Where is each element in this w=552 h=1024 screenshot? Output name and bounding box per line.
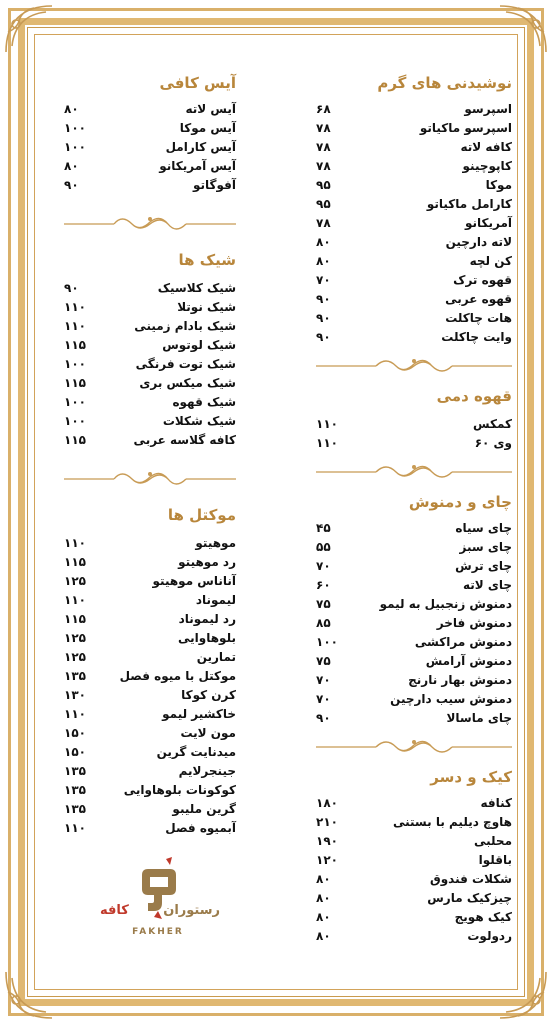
menu-item — [316, 309, 512, 328]
section-title: موکتل ها — [167, 506, 236, 524]
item-name: چای ترش — [455, 559, 512, 573]
item-price: ۷۵ — [316, 597, 331, 611]
menu-item — [64, 317, 236, 336]
item-price: ۱۹۰ — [316, 834, 338, 848]
item-name: کمکس — [473, 417, 512, 431]
menu-item — [316, 176, 512, 195]
section-title: نوشیدنی های گرم — [377, 74, 512, 92]
ornament-divider-icon — [64, 466, 236, 492]
item-price: ۷۸ — [316, 121, 331, 135]
item-price: ۶۸ — [316, 102, 331, 116]
item-name: دمنوش فاخر — [436, 616, 512, 630]
item-price: ۹۰ — [316, 330, 331, 344]
menu-item — [316, 633, 512, 652]
item-name: آفوگاتو — [192, 178, 236, 192]
menu-item — [316, 328, 512, 347]
corner-ornament-icon — [2, 968, 56, 1022]
item-price: ۹۰ — [316, 311, 331, 325]
section-shakes — [64, 249, 236, 450]
menu-item — [64, 119, 236, 138]
item-name: تمارین — [196, 650, 236, 664]
corner-ornament-icon — [496, 968, 550, 1022]
item-price: ۲۱۰ — [316, 815, 338, 829]
item-name: کن لچه — [469, 254, 512, 268]
menu-item — [316, 290, 512, 309]
item-price: ۱۱۰ — [64, 536, 86, 550]
item-price: ۷۰ — [316, 673, 331, 687]
item-price: ۱۱۵ — [64, 338, 86, 352]
menu-item — [64, 138, 236, 157]
item-price: ۱۰۰ — [64, 357, 86, 371]
menu-item — [316, 233, 512, 252]
menu-list — [316, 519, 512, 728]
item-name: کافه گلاسه عربی — [133, 433, 236, 447]
item-name: اسپرسو ماکیاتو — [419, 121, 512, 135]
item-price: ۱۱۵ — [64, 376, 86, 390]
menu-item — [316, 271, 512, 290]
item-price: ۱۲۵ — [64, 631, 86, 645]
section-brewed-coffee — [316, 385, 512, 453]
item-price: ۱۱۰ — [64, 707, 86, 721]
item-price: ۱۰۰ — [64, 414, 86, 428]
menu-item — [64, 591, 236, 610]
item-name: شیک میکس بری — [139, 376, 236, 390]
menu-item — [64, 667, 236, 686]
item-price: ۱۱۵ — [64, 612, 86, 626]
menu-item — [316, 794, 512, 813]
item-price: ۹۰ — [316, 292, 331, 306]
item-name: هاوچ دیلیم با بستنی — [392, 815, 512, 829]
item-name: شیک شکلات — [162, 414, 236, 428]
item-name: موهیتو — [195, 536, 236, 550]
cafe-logo — [78, 855, 238, 965]
item-name: آیس لاته — [185, 102, 236, 116]
menu-item — [316, 671, 512, 690]
item-name: آناناس موهیتو — [152, 574, 236, 588]
item-price: ۱۵۰ — [64, 745, 86, 759]
menu-item — [316, 851, 512, 870]
menu-item — [64, 336, 236, 355]
item-name: رد لیموناد — [178, 612, 236, 626]
item-name: شیک بادام زمینی — [134, 319, 236, 333]
section-title: کیک و دسر — [430, 768, 512, 786]
menu-list — [316, 100, 512, 347]
item-price: ۷۸ — [316, 216, 331, 230]
menu-item — [64, 431, 236, 450]
item-price: ۷۸ — [316, 140, 331, 154]
menu-item — [64, 157, 236, 176]
menu-item — [316, 576, 512, 595]
item-price: ۱۱۰ — [316, 436, 338, 450]
item-price: ۱۰۰ — [64, 395, 86, 409]
item-price: ۱۱۵ — [64, 433, 86, 447]
menu-item — [316, 195, 512, 214]
item-name: کاپوچینو — [462, 159, 512, 173]
item-name: کارامل ماکیاتو — [426, 197, 512, 211]
item-price: ۹۰ — [316, 711, 331, 725]
item-name: دمنوش آرامش — [425, 654, 512, 668]
item-price: ۸۰ — [316, 254, 331, 268]
menu-item — [64, 553, 236, 572]
item-price: ۱۱۰ — [64, 300, 86, 314]
menu-item — [316, 415, 512, 434]
item-price: ۱۰۰ — [316, 635, 338, 649]
menu-item — [316, 614, 512, 633]
menu-item — [64, 762, 236, 781]
item-name: موکتل با میوه فصل — [119, 669, 236, 683]
menu-item — [316, 690, 512, 709]
item-name: شیک نوتلا — [177, 300, 236, 314]
menu-item — [64, 176, 236, 195]
menu-item — [316, 870, 512, 889]
item-price: ۷۰ — [316, 692, 331, 706]
item-name: لیموناد — [195, 593, 236, 607]
item-name: لاته دارچین — [445, 235, 512, 249]
item-name: گرین ملیبو — [172, 802, 236, 816]
item-price: ۸۰ — [316, 235, 331, 249]
section-desserts — [316, 766, 512, 946]
menu-item — [64, 279, 236, 298]
item-price: ۱۱۰ — [64, 821, 86, 835]
menu-item — [64, 412, 236, 431]
logo-restaurant-text: رستوران — [163, 903, 220, 918]
menu-item — [316, 908, 512, 927]
menu-item — [316, 557, 512, 576]
item-price: ۹۰ — [64, 178, 79, 192]
item-name: شیک کلاسیک — [157, 281, 236, 295]
item-name: آمریکانو — [464, 216, 512, 230]
item-price: ۱۱۵ — [64, 555, 86, 569]
section-tea — [316, 491, 512, 728]
item-name: چیزکیک مارس — [427, 891, 512, 905]
item-name: قهوه عربی — [445, 292, 512, 306]
menu-item — [316, 889, 512, 908]
item-price: ۱۱۰ — [64, 593, 86, 607]
menu-item — [316, 252, 512, 271]
menu-item — [316, 119, 512, 138]
menu-item — [316, 157, 512, 176]
ornament-divider-icon — [64, 211, 236, 237]
menu-item — [64, 298, 236, 317]
item-name: قهوه ترک — [453, 273, 512, 287]
item-price: ۸۰ — [316, 929, 331, 943]
item-price: ۱۸۰ — [316, 796, 338, 810]
item-price: ۱۱۰ — [64, 319, 86, 333]
menu-list — [316, 415, 512, 453]
item-name: ردولوت — [467, 929, 512, 943]
item-price: ۷۸ — [316, 159, 331, 173]
item-name: کافه لاته — [460, 140, 512, 154]
menu-item — [64, 648, 236, 667]
item-price: ۸۵ — [316, 616, 331, 630]
item-name: دمنوش بهار نارنج — [408, 673, 512, 687]
item-name: هات چاکلت — [445, 311, 512, 325]
item-name: مون لایت — [180, 726, 236, 740]
item-name: چای لاته — [462, 578, 512, 592]
ornament-divider-icon — [316, 734, 512, 760]
item-name: وی ۶۰ — [474, 436, 512, 450]
item-name: خاکشیر لیمو — [162, 707, 236, 721]
logo-cafe-text: کافه — [100, 903, 129, 918]
item-price: ۱۳۵ — [64, 764, 86, 778]
item-name: آیس موکا — [179, 121, 236, 135]
item-name: کرن کوکا — [181, 688, 236, 702]
item-price: ۹۰ — [64, 281, 79, 295]
menu-item — [316, 434, 512, 453]
item-name: بلوهاوایی — [178, 631, 236, 645]
section-mocktails — [64, 504, 236, 838]
item-name: چای سبز — [459, 540, 512, 554]
item-price: ۱۱۰ — [316, 417, 338, 431]
item-name: آبمیوه فصل — [165, 821, 236, 835]
item-name: چای ماسالا — [446, 711, 512, 725]
right-menu-column — [316, 72, 512, 946]
item-price: ۱۰۰ — [64, 121, 86, 135]
item-name: وایت چاکلت — [441, 330, 512, 344]
menu-item — [64, 100, 236, 119]
item-price: ۱۳۵ — [64, 783, 86, 797]
menu-item — [64, 629, 236, 648]
corner-ornament-icon — [496, 2, 550, 56]
menu-item — [64, 355, 236, 374]
item-name: رد موهیتو — [178, 555, 236, 569]
item-name: شیک قهوه — [172, 395, 236, 409]
item-name: آیس کارامل — [165, 140, 236, 154]
menu-item — [316, 519, 512, 538]
section-title: قهوه دمی — [436, 387, 512, 405]
item-name: میدنایت گرین — [156, 745, 236, 759]
menu-item — [64, 572, 236, 591]
item-name: شیک لوتوس — [162, 338, 236, 352]
logo-brand-text: FAKHER — [132, 927, 184, 937]
menu-item — [64, 705, 236, 724]
menu-list — [316, 794, 512, 946]
item-price: ۱۲۵ — [64, 650, 86, 664]
menu-item — [64, 686, 236, 705]
menu-item — [64, 819, 236, 838]
item-name: شیک توت فرنگی — [135, 357, 236, 371]
section-title: چای و دمنوش — [408, 493, 512, 511]
ornament-divider-icon — [316, 459, 512, 485]
menu-item — [316, 214, 512, 233]
item-price: ۱۰۰ — [64, 140, 86, 154]
section-title: آیس کافی — [159, 74, 236, 92]
menu-item — [64, 724, 236, 743]
item-name: کوکونات بلوهاوایی — [123, 783, 236, 797]
section-title: شیک ها — [178, 251, 236, 269]
item-name: اسپرسو — [464, 102, 512, 116]
menu-item — [64, 393, 236, 412]
section-hot-drinks — [316, 72, 512, 347]
menu-item — [64, 610, 236, 629]
item-price: ۶۰ — [316, 578, 331, 592]
item-price: ۱۳۰ — [64, 688, 86, 702]
item-name: جینجرلایم — [178, 764, 236, 778]
menu-item — [316, 538, 512, 557]
item-name: باقلوا — [478, 853, 512, 867]
item-name: دمنوش مراکشی — [414, 635, 512, 649]
item-price: ۵۵ — [316, 540, 331, 554]
item-name: موکا — [485, 178, 512, 192]
menu-item — [316, 138, 512, 157]
item-price: ۷۰ — [316, 559, 331, 573]
item-price: ۱۳۵ — [64, 802, 86, 816]
menu-item — [64, 800, 236, 819]
item-price: ۷۵ — [316, 654, 331, 668]
item-name: آیس آمریکانو — [159, 159, 236, 173]
menu-item — [316, 652, 512, 671]
menu-item — [316, 709, 512, 728]
item-price: ۸۰ — [64, 102, 79, 116]
menu-item — [316, 832, 512, 851]
item-price: ۱۲۰ — [316, 853, 338, 867]
menu-item — [64, 743, 236, 762]
item-name: محلبی — [473, 834, 512, 848]
item-price: ۸۰ — [316, 910, 331, 924]
menu-item — [316, 595, 512, 614]
item-price: ۸۰ — [64, 159, 79, 173]
item-name: چای سیاه — [455, 521, 512, 535]
corner-ornament-icon — [2, 2, 56, 56]
menu-item — [64, 781, 236, 800]
item-price: ۸۰ — [316, 872, 331, 886]
item-price: ۹۵ — [316, 178, 331, 192]
menu-item — [316, 813, 512, 832]
menu-list — [64, 100, 236, 195]
item-price: ۱۲۵ — [64, 574, 86, 588]
item-price: ۷۰ — [316, 273, 331, 287]
menu-item — [316, 927, 512, 946]
menu-item — [64, 374, 236, 393]
item-price: ۱۳۵ — [64, 669, 86, 683]
item-name: شکلات فندوق — [429, 872, 512, 886]
item-name: دمنوش زنجبیل به لیمو — [379, 597, 512, 611]
menu-list — [64, 534, 236, 838]
item-price: ۸۰ — [316, 891, 331, 905]
item-name: کنافه — [480, 796, 512, 810]
menu-list — [64, 279, 236, 450]
item-name: کیک هویج — [454, 910, 512, 924]
menu-item — [316, 100, 512, 119]
left-menu-column — [64, 72, 236, 838]
item-price: ۱۵۰ — [64, 726, 86, 740]
section-iced-coffee — [64, 72, 236, 195]
menu-item — [64, 534, 236, 553]
item-name: دمنوش سیب دارچین — [390, 692, 512, 706]
ornament-divider-icon — [316, 353, 512, 379]
item-price: ۴۵ — [316, 521, 331, 535]
item-price: ۹۵ — [316, 197, 331, 211]
